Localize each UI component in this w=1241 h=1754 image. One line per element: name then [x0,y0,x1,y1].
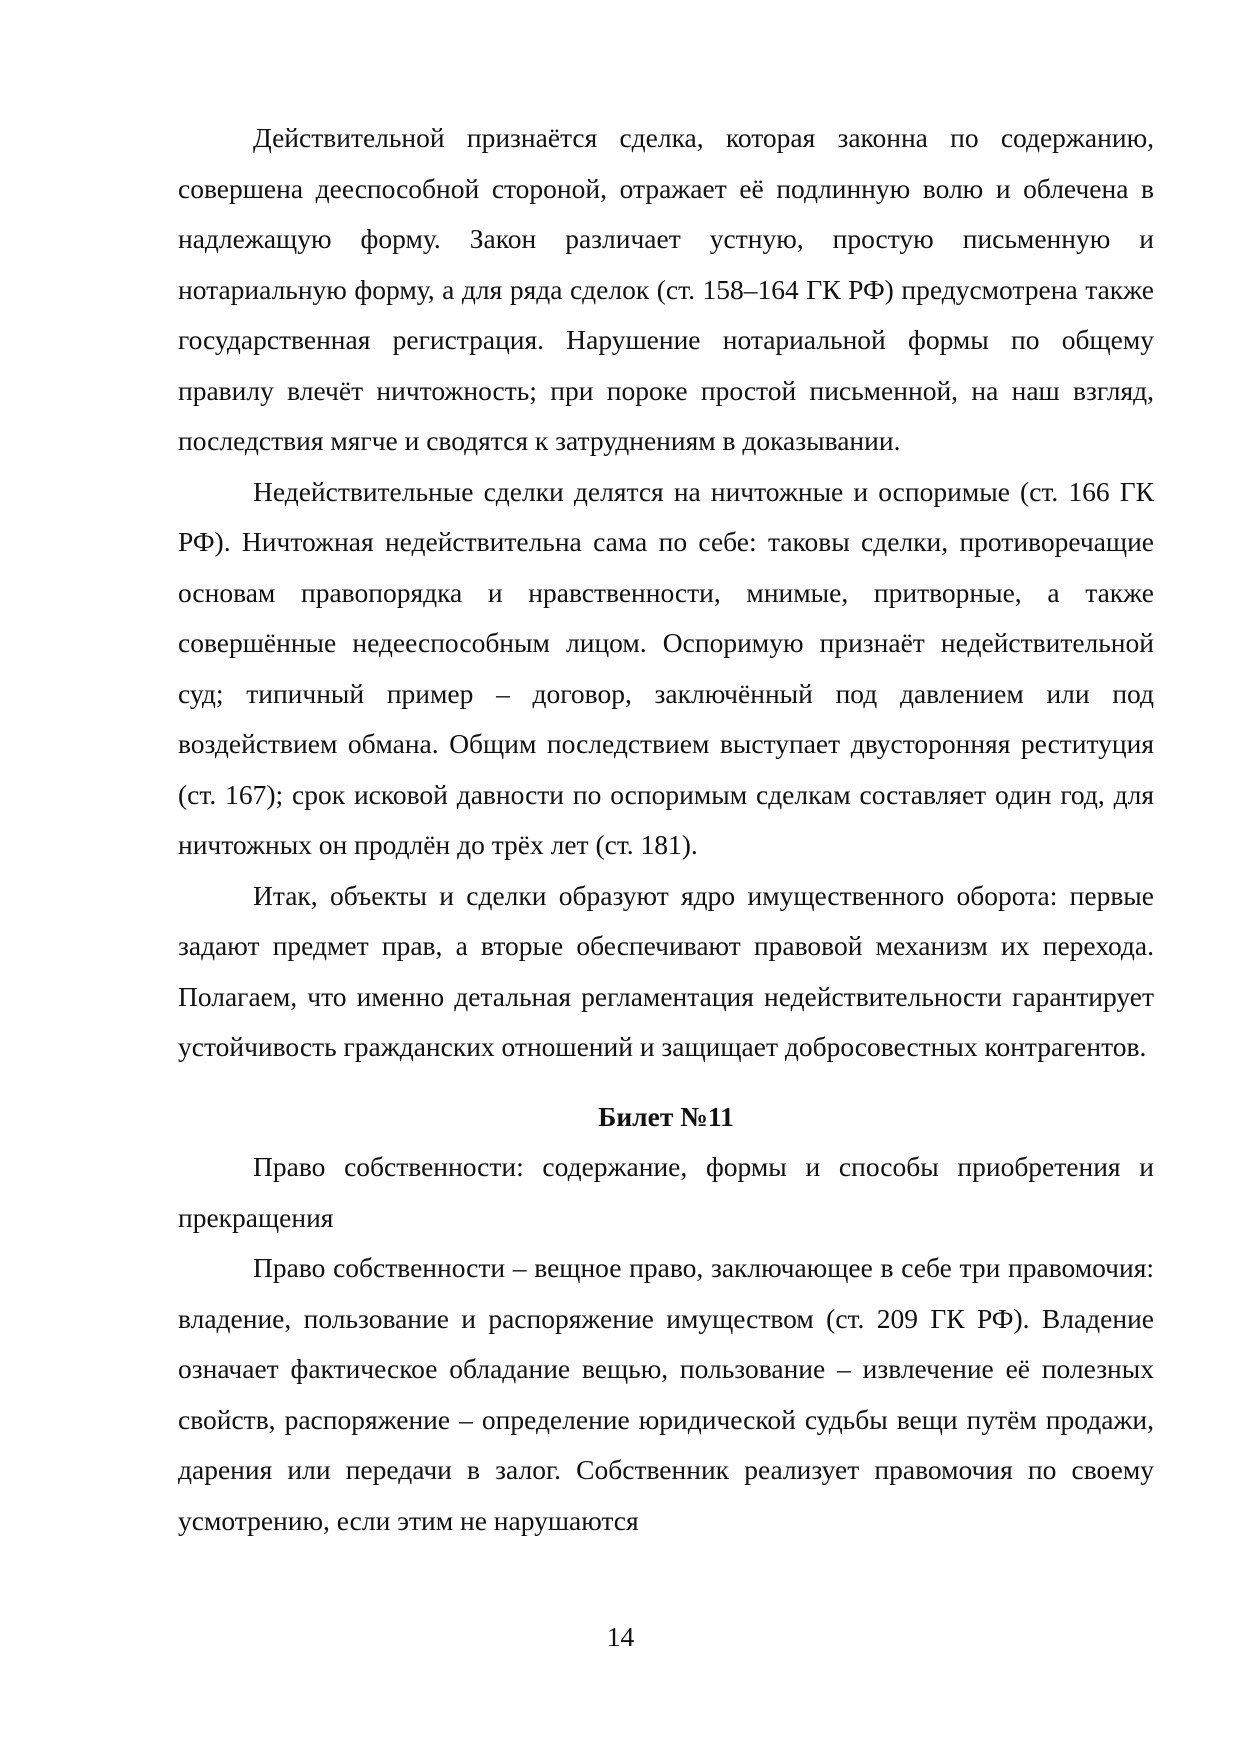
paragraph-conclusion: Итак, объекты и сделки образуют ядро имущественного оборота: первые задают предмет прав, а вторые обеспечивают правовой механизм их перехода. Полагаем, что именно детальная регламентация недействительности гарантирует устойчивость гражданских отношений и защищает добросовестных контрагентов. [178,879,1154,1062]
paragraph-ownership-right: Право собственности – вещное право, заключающее в себе три правомочия: владение, пользование и распоряжение имуществом (ст. 209 ГК РФ). Владение означает фактическое обладание вещью, пользование – извлечение её полезных свойств, распоряжение – определение юридической судьбы вещи путём продажи, дарения или передачи в залог. Собственник реализует правомочия по своему усмотрению, если этим не нарушаются [178,1252,1154,1536]
page-number: 14 [606,1621,635,1652]
paragraph-invalid-transactions: Недействительные сделки делятся на ничтожные и оспоримые (ст. 166 ГК РФ). Ничтожная недействительна сама по себе: таковы сделки, противоречащие основам правопорядка и нравственности, мнимые, притворные, а также совершённые недееспособным лицом. Оспоримую признаёт недействительной суд; типичный пример – договор, заключённый под давлением или под воздействием обмана. Общим последствием выступает двусторонняя реституция (ст. 167); срок исковой давности по оспоримым сделкам составляет один год, для ничтожных он продлён до трёх лет (ст. 181). [178,475,1154,860]
page-body [178,113,1154,1546]
ticket-heading: Билет №11 [598,1100,734,1132]
ticket-topic: Право собственности: содержание, формы и способы приобретения и прекращения [178,1151,1154,1233]
paragraph-valid-transaction: Действительной признаётся сделка, которая законна по содержанию, совершена дееспособной стороной, отражает её подлинную волю и облечена в надлежащую форму. Закон различает устную, простую письменную и нотариальную форму, а для ряда сделок (ст. 158–164 ГК РФ) предусмотрена также государственная регистрация. Нарушение нотариальной формы по общему правилу влечёт ничтожность; при пороке простой письменной, на наш взгляд, последствия мягче и сводятся к затруднениям в доказывании. [178,122,1154,456]
